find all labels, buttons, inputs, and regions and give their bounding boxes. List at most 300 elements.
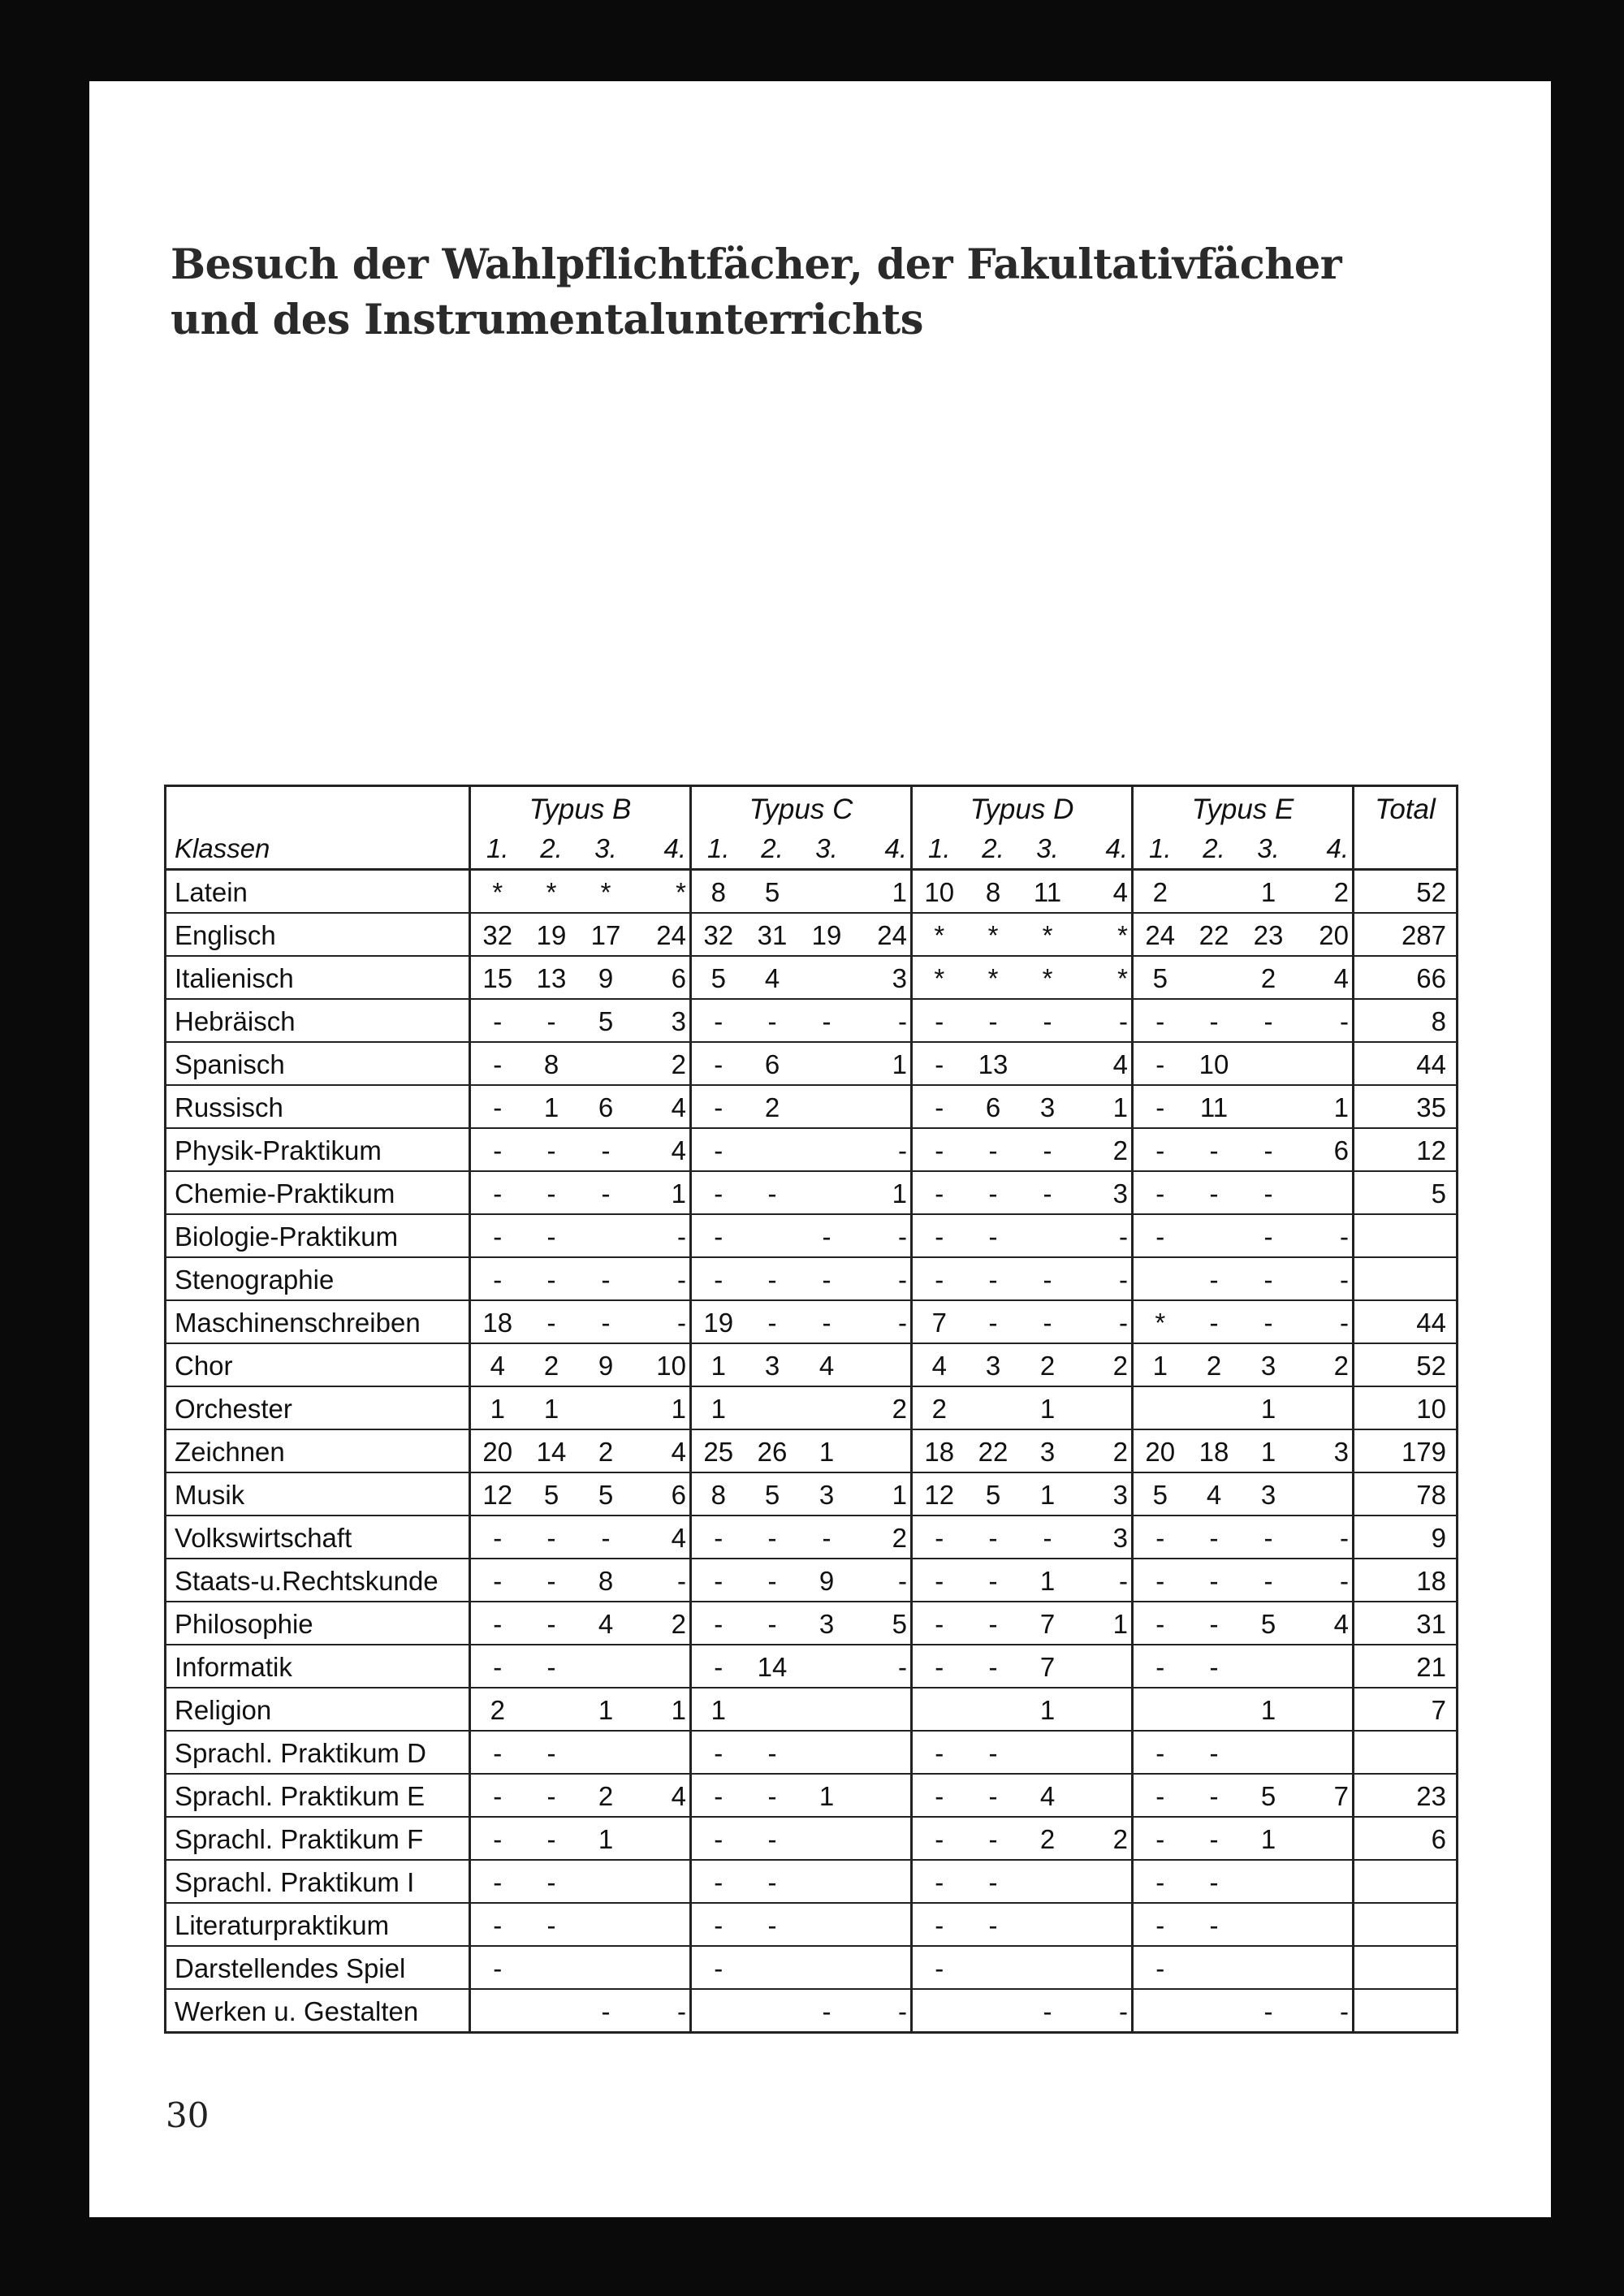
table-cell: 2	[854, 1386, 912, 1429]
table-cell: 2	[1133, 870, 1187, 914]
row-label: Religion	[166, 1688, 470, 1731]
table-cell: -	[745, 1516, 800, 1559]
table-cell	[1133, 1989, 1187, 2033]
table-cell: 1	[1075, 1602, 1133, 1645]
row-total	[1354, 1257, 1458, 1300]
table-cell: 2	[1296, 1343, 1354, 1386]
table-cell: -	[470, 1085, 525, 1128]
row-total: 31	[1354, 1602, 1458, 1645]
table-cell: -	[579, 1300, 633, 1343]
table-cell: -	[525, 1774, 579, 1817]
table-cell	[800, 956, 854, 999]
table-row	[166, 1516, 1458, 1559]
table-cell: -	[912, 1817, 966, 1860]
table-cell: *	[1021, 956, 1075, 999]
table-cell	[854, 1343, 912, 1386]
table-cell	[1187, 1386, 1242, 1429]
table-cell: -	[470, 1774, 525, 1817]
table-header-subcolumns	[166, 829, 1458, 870]
table-cell	[1133, 1386, 1187, 1429]
table-cell: -	[745, 1903, 800, 1946]
table-row	[166, 1214, 1458, 1257]
table-row	[166, 1602, 1458, 1645]
table-row	[166, 1085, 1458, 1128]
table-cell: -	[966, 1860, 1021, 1903]
table-cell: -	[745, 1774, 800, 1817]
table-cell	[1296, 1645, 1354, 1688]
table-cell: 6	[579, 1085, 633, 1128]
table-cell	[1021, 1731, 1075, 1774]
title-line-2: und des Instrumentalunterrichts	[171, 296, 923, 344]
table-cell	[470, 1989, 525, 2033]
table-cell: 9	[579, 1343, 633, 1386]
table-cell: 1	[1242, 1429, 1296, 1472]
table-cell: 4	[633, 1128, 691, 1171]
table-cell: 3	[1075, 1516, 1133, 1559]
table-cell: -	[800, 1989, 854, 2033]
table-cell: -	[1296, 1300, 1354, 1343]
table-cell: -	[691, 1042, 745, 1085]
table-cell: -	[1296, 1257, 1354, 1300]
enrollment-table	[164, 785, 1458, 2034]
table-cell: -	[470, 1042, 525, 1085]
table-cell	[1187, 1946, 1242, 1989]
table-cell: 1	[1242, 1386, 1296, 1429]
row-label: Sprachl. Praktikum I	[166, 1860, 470, 1903]
table-cell	[800, 1817, 854, 1860]
row-total: 23	[1354, 1774, 1458, 1817]
table-cell: -	[912, 1042, 966, 1085]
table-cell	[745, 1214, 800, 1257]
row-label: Volkswirtschaft	[166, 1516, 470, 1559]
table-cell: 5	[1133, 1472, 1187, 1516]
table-cell	[1133, 1257, 1187, 1300]
total-subheader	[1354, 829, 1458, 870]
table-cell: -	[470, 1946, 525, 1989]
table-cell: 4	[579, 1602, 633, 1645]
table-cell: -	[1187, 1516, 1242, 1559]
table-cell: 1	[1242, 1688, 1296, 1731]
table-cell: -	[525, 1860, 579, 1903]
table-cell: -	[1296, 1214, 1354, 1257]
table-cell: -	[912, 1214, 966, 1257]
row-total: 78	[1354, 1472, 1458, 1516]
subcolumn-header: 1.	[1133, 829, 1187, 870]
table-cell: 3	[1242, 1472, 1296, 1516]
table-row	[166, 1257, 1458, 1300]
table-cell	[800, 1386, 854, 1429]
table-cell: -	[1187, 1602, 1242, 1645]
row-label: Werken u. Gestalten	[166, 1989, 470, 2033]
table-cell	[800, 1946, 854, 1989]
table-cell: -	[966, 1128, 1021, 1171]
table-cell: -	[966, 1300, 1021, 1343]
table-cell	[966, 1688, 1021, 1731]
table-cell: -	[800, 1257, 854, 1300]
table-cell: -	[912, 1085, 966, 1128]
table-cell	[633, 1817, 691, 1860]
table-cell: 3	[800, 1472, 854, 1516]
table-cell: 6	[633, 956, 691, 999]
table-cell: -	[912, 1516, 966, 1559]
table-cell: -	[1021, 1300, 1075, 1343]
table-cell: 6	[966, 1085, 1021, 1128]
table-cell: 3	[745, 1343, 800, 1386]
table-cell	[745, 1989, 800, 2033]
table-cell: -	[470, 1214, 525, 1257]
table-cell: -	[1242, 1257, 1296, 1300]
subcolumn-header: 3.	[579, 829, 633, 870]
row-label: Spanisch	[166, 1042, 470, 1085]
table-cell: -	[912, 1903, 966, 1946]
table-cell: *	[1075, 956, 1133, 999]
table-cell	[1242, 1085, 1296, 1128]
table-cell: -	[1133, 1645, 1187, 1688]
table-cell: -	[1075, 1257, 1133, 1300]
table-cell: 2	[854, 1516, 912, 1559]
row-total	[1354, 1731, 1458, 1774]
table-cell	[579, 1860, 633, 1903]
table-cell	[525, 1688, 579, 1731]
table-cell: 1	[470, 1386, 525, 1429]
row-total: 5	[1354, 1171, 1458, 1214]
table-cell: 31	[745, 913, 800, 956]
table-cell	[579, 1946, 633, 1989]
table-cell: 5	[1242, 1774, 1296, 1817]
table-cell	[1296, 1817, 1354, 1860]
group-header: Typus E	[1133, 786, 1354, 830]
table-cell: -	[854, 1645, 912, 1688]
row-total: 6	[1354, 1817, 1458, 1860]
table-cell: -	[1187, 1300, 1242, 1343]
table-cell	[1242, 1731, 1296, 1774]
table-cell: 2	[1242, 956, 1296, 999]
table-cell: -	[912, 1128, 966, 1171]
table-row	[166, 1429, 1458, 1472]
table-row	[166, 1860, 1458, 1903]
table-cell: -	[912, 1946, 966, 1989]
table-cell: -	[1296, 1989, 1354, 2033]
table-cell: -	[1133, 1171, 1187, 1214]
table-cell: 1	[691, 1688, 745, 1731]
subcolumn-header: 2.	[525, 829, 579, 870]
table-cell	[745, 1128, 800, 1171]
table-cell: 22	[1187, 913, 1242, 956]
table-cell: 4	[633, 1516, 691, 1559]
table-cell: 2	[579, 1429, 633, 1472]
table-cell: -	[1021, 1128, 1075, 1171]
table-cell: 3	[800, 1602, 854, 1645]
row-total: 8	[1354, 999, 1458, 1042]
subcolumn-header: 2.	[745, 829, 800, 870]
table-row	[166, 1171, 1458, 1214]
table-cell: *	[1133, 1300, 1187, 1343]
row-label: Biologie-Praktikum	[166, 1214, 470, 1257]
table-cell: 3	[966, 1343, 1021, 1386]
table-cell	[579, 1903, 633, 1946]
table-cell: -	[745, 1257, 800, 1300]
table-cell: 1	[579, 1817, 633, 1860]
table-cell: 8	[691, 1472, 745, 1516]
table-cell: 24	[854, 913, 912, 956]
table-row	[166, 1731, 1458, 1774]
row-label: Russisch	[166, 1085, 470, 1128]
table-cell	[854, 1429, 912, 1472]
table-cell	[633, 1731, 691, 1774]
table-cell: 26	[745, 1429, 800, 1472]
table-cell: 3	[633, 999, 691, 1042]
row-total: 52	[1354, 1343, 1458, 1386]
table-cell: -	[966, 1559, 1021, 1602]
table-cell: -	[691, 1645, 745, 1688]
table-row	[166, 1817, 1458, 1860]
table-cell	[1021, 1042, 1075, 1085]
row-total: 287	[1354, 913, 1458, 956]
table-header-groups	[166, 786, 1458, 830]
table-row	[166, 1903, 1458, 1946]
table-cell	[1075, 1731, 1133, 1774]
table-cell: -	[633, 1989, 691, 2033]
table-cell: 2	[633, 1042, 691, 1085]
table-cell: 4	[1021, 1774, 1075, 1817]
table-cell	[745, 1386, 800, 1429]
table-cell: 1	[1133, 1343, 1187, 1386]
table-cell: -	[745, 1817, 800, 1860]
table-cell	[800, 1688, 854, 1731]
table-cell: -	[691, 1257, 745, 1300]
row-total: 35	[1354, 1085, 1458, 1128]
table-cell: 10	[633, 1343, 691, 1386]
table-cell: -	[966, 1774, 1021, 1817]
table-row	[166, 1645, 1458, 1688]
table-cell	[800, 870, 854, 914]
table-row	[166, 956, 1458, 999]
table-cell: 18	[1187, 1429, 1242, 1472]
table-cell: -	[470, 1903, 525, 1946]
subcolumn-header: 1.	[470, 829, 525, 870]
subcolumn-header: 2.	[966, 829, 1021, 870]
table-cell: -	[1021, 1171, 1075, 1214]
table-cell: -	[1187, 999, 1242, 1042]
table-cell	[1242, 1042, 1296, 1085]
table-cell: 2	[1021, 1817, 1075, 1860]
table-cell: 9	[800, 1559, 854, 1602]
table-cell: -	[470, 1516, 525, 1559]
table-cell	[1187, 1214, 1242, 1257]
table-cell: -	[525, 1645, 579, 1688]
row-total: 18	[1354, 1559, 1458, 1602]
table-cell: -	[1242, 1989, 1296, 2033]
table-cell: 1	[1021, 1559, 1075, 1602]
table-cell: *	[633, 870, 691, 914]
table-cell	[1187, 1688, 1242, 1731]
table-cell: 1	[525, 1386, 579, 1429]
table-cell: -	[691, 1860, 745, 1903]
table-cell: 3	[854, 956, 912, 999]
table-row	[166, 1300, 1458, 1343]
table-cell: -	[1021, 1257, 1075, 1300]
table-row	[166, 1559, 1458, 1602]
table-cell	[800, 1645, 854, 1688]
table-cell: -	[912, 1645, 966, 1688]
table-cell: -	[1021, 1989, 1075, 2033]
table-cell: -	[525, 1559, 579, 1602]
table-cell: 1	[1075, 1085, 1133, 1128]
table-cell: 10	[912, 870, 966, 914]
table-cell: -	[525, 1300, 579, 1343]
table-row	[166, 1042, 1458, 1085]
table-cell	[800, 1860, 854, 1903]
table-cell: -	[1187, 1774, 1242, 1817]
table-cell: -	[525, 999, 579, 1042]
table-cell: -	[1021, 1516, 1075, 1559]
table-cell: -	[854, 1214, 912, 1257]
table-cell: 32	[691, 913, 745, 956]
table-cell	[525, 1989, 579, 2033]
table-cell: -	[854, 1300, 912, 1343]
table-cell: -	[579, 1171, 633, 1214]
table-cell: 3	[1075, 1171, 1133, 1214]
row-label: Maschinenschreiben	[166, 1300, 470, 1343]
table-cell	[1075, 1860, 1133, 1903]
table-cell: 24	[633, 913, 691, 956]
table-cell	[579, 1645, 633, 1688]
table-cell: 1	[633, 1171, 691, 1214]
table-cell	[579, 1386, 633, 1429]
table-cell: 2	[1187, 1343, 1242, 1386]
table-cell	[854, 1817, 912, 1860]
table-cell: 11	[1021, 870, 1075, 914]
table-cell: 13	[966, 1042, 1021, 1085]
table-cell: 1	[854, 1171, 912, 1214]
table-cell	[1242, 1860, 1296, 1903]
table-row	[166, 913, 1458, 956]
table-cell	[1021, 1860, 1075, 1903]
table-cell	[854, 1774, 912, 1817]
table-cell	[1075, 1946, 1133, 1989]
table-cell: -	[691, 1731, 745, 1774]
row-label: Sprachl. Praktikum F	[166, 1817, 470, 1860]
table-cell: 1	[633, 1688, 691, 1731]
table-cell: -	[800, 1300, 854, 1343]
row-total: 10	[1354, 1386, 1458, 1429]
table-cell: -	[691, 1085, 745, 1128]
table-cell: -	[1296, 999, 1354, 1042]
table-cell: -	[854, 999, 912, 1042]
table-cell	[966, 1946, 1021, 1989]
table-cell: -	[912, 1559, 966, 1602]
table-cell: -	[745, 1171, 800, 1214]
table-cell: 1	[1021, 1472, 1075, 1516]
table-cell: -	[633, 1257, 691, 1300]
table-cell	[966, 1989, 1021, 2033]
table-cell	[691, 1989, 745, 2033]
row-label: Physik-Praktikum	[166, 1128, 470, 1171]
table-cell: -	[470, 1128, 525, 1171]
row-label: Italienisch	[166, 956, 470, 999]
table-cell: -	[1075, 999, 1133, 1042]
table-row	[166, 1472, 1458, 1516]
subcolumn-header: 1.	[912, 829, 966, 870]
table-row	[166, 1946, 1458, 1989]
table-cell: 4	[1075, 870, 1133, 914]
table-cell: -	[912, 1774, 966, 1817]
row-label: Zeichnen	[166, 1429, 470, 1472]
table-cell	[854, 1688, 912, 1731]
table-cell: 5	[1133, 956, 1187, 999]
table-cell: -	[1187, 1731, 1242, 1774]
table-cell: 4	[633, 1429, 691, 1472]
table-cell: 1	[1242, 870, 1296, 914]
row-total	[1354, 1903, 1458, 1946]
table-cell: -	[525, 1903, 579, 1946]
title-line-1: Besuch der Wahlpflichtfächer, der Fakultativfächer	[171, 240, 1342, 289]
table-cell: 2	[1296, 870, 1354, 914]
table-cell	[854, 1946, 912, 1989]
table-cell: 1	[854, 870, 912, 914]
table-cell: 12	[912, 1472, 966, 1516]
table-cell: 20	[1296, 913, 1354, 956]
table-cell: *	[579, 870, 633, 914]
table-cell	[1187, 956, 1242, 999]
table-cell	[1296, 1688, 1354, 1731]
table-cell: 8	[525, 1042, 579, 1085]
table-cell: -	[1133, 1731, 1187, 1774]
row-label: Darstellendes Spiel	[166, 1946, 470, 1989]
group-header: Typus B	[470, 786, 691, 830]
document-page	[89, 81, 1551, 2217]
table-cell: 1	[1021, 1688, 1075, 1731]
table-cell	[1242, 1946, 1296, 1989]
table-cell: -	[912, 1257, 966, 1300]
table-cell: -	[745, 1300, 800, 1343]
table-cell: 5	[854, 1602, 912, 1645]
table-row	[166, 999, 1458, 1042]
table-cell: -	[470, 1645, 525, 1688]
table-cell: 4	[912, 1343, 966, 1386]
row-total: 44	[1354, 1042, 1458, 1085]
table-cell: 3	[1075, 1472, 1133, 1516]
table-cell: *	[912, 956, 966, 999]
table-cell	[1075, 1688, 1133, 1731]
table-cell: 5	[1242, 1602, 1296, 1645]
table-cell: -	[745, 999, 800, 1042]
table-cell	[633, 1903, 691, 1946]
table-cell: 15	[470, 956, 525, 999]
table-cell	[800, 1903, 854, 1946]
table-cell: 2	[1075, 1817, 1133, 1860]
table-cell	[912, 1688, 966, 1731]
table-cell: -	[1075, 1559, 1133, 1602]
table-cell: -	[525, 1257, 579, 1300]
table-cell: 19	[525, 913, 579, 956]
table-cell: 2	[912, 1386, 966, 1429]
subcolumn-header: 4.	[854, 829, 912, 870]
table-cell: -	[470, 1257, 525, 1300]
table-cell: 22	[966, 1429, 1021, 1472]
table-cell: -	[745, 1731, 800, 1774]
table-cell: 13	[525, 956, 579, 999]
table-cell: -	[1242, 1214, 1296, 1257]
table-cell	[633, 1645, 691, 1688]
table-cell: *	[470, 870, 525, 914]
table-cell	[579, 1214, 633, 1257]
table-cell: -	[525, 1602, 579, 1645]
table-cell: -	[745, 1860, 800, 1903]
table-cell: -	[1133, 1774, 1187, 1817]
table-cell: 6	[633, 1472, 691, 1516]
table-cell: 5	[579, 999, 633, 1042]
